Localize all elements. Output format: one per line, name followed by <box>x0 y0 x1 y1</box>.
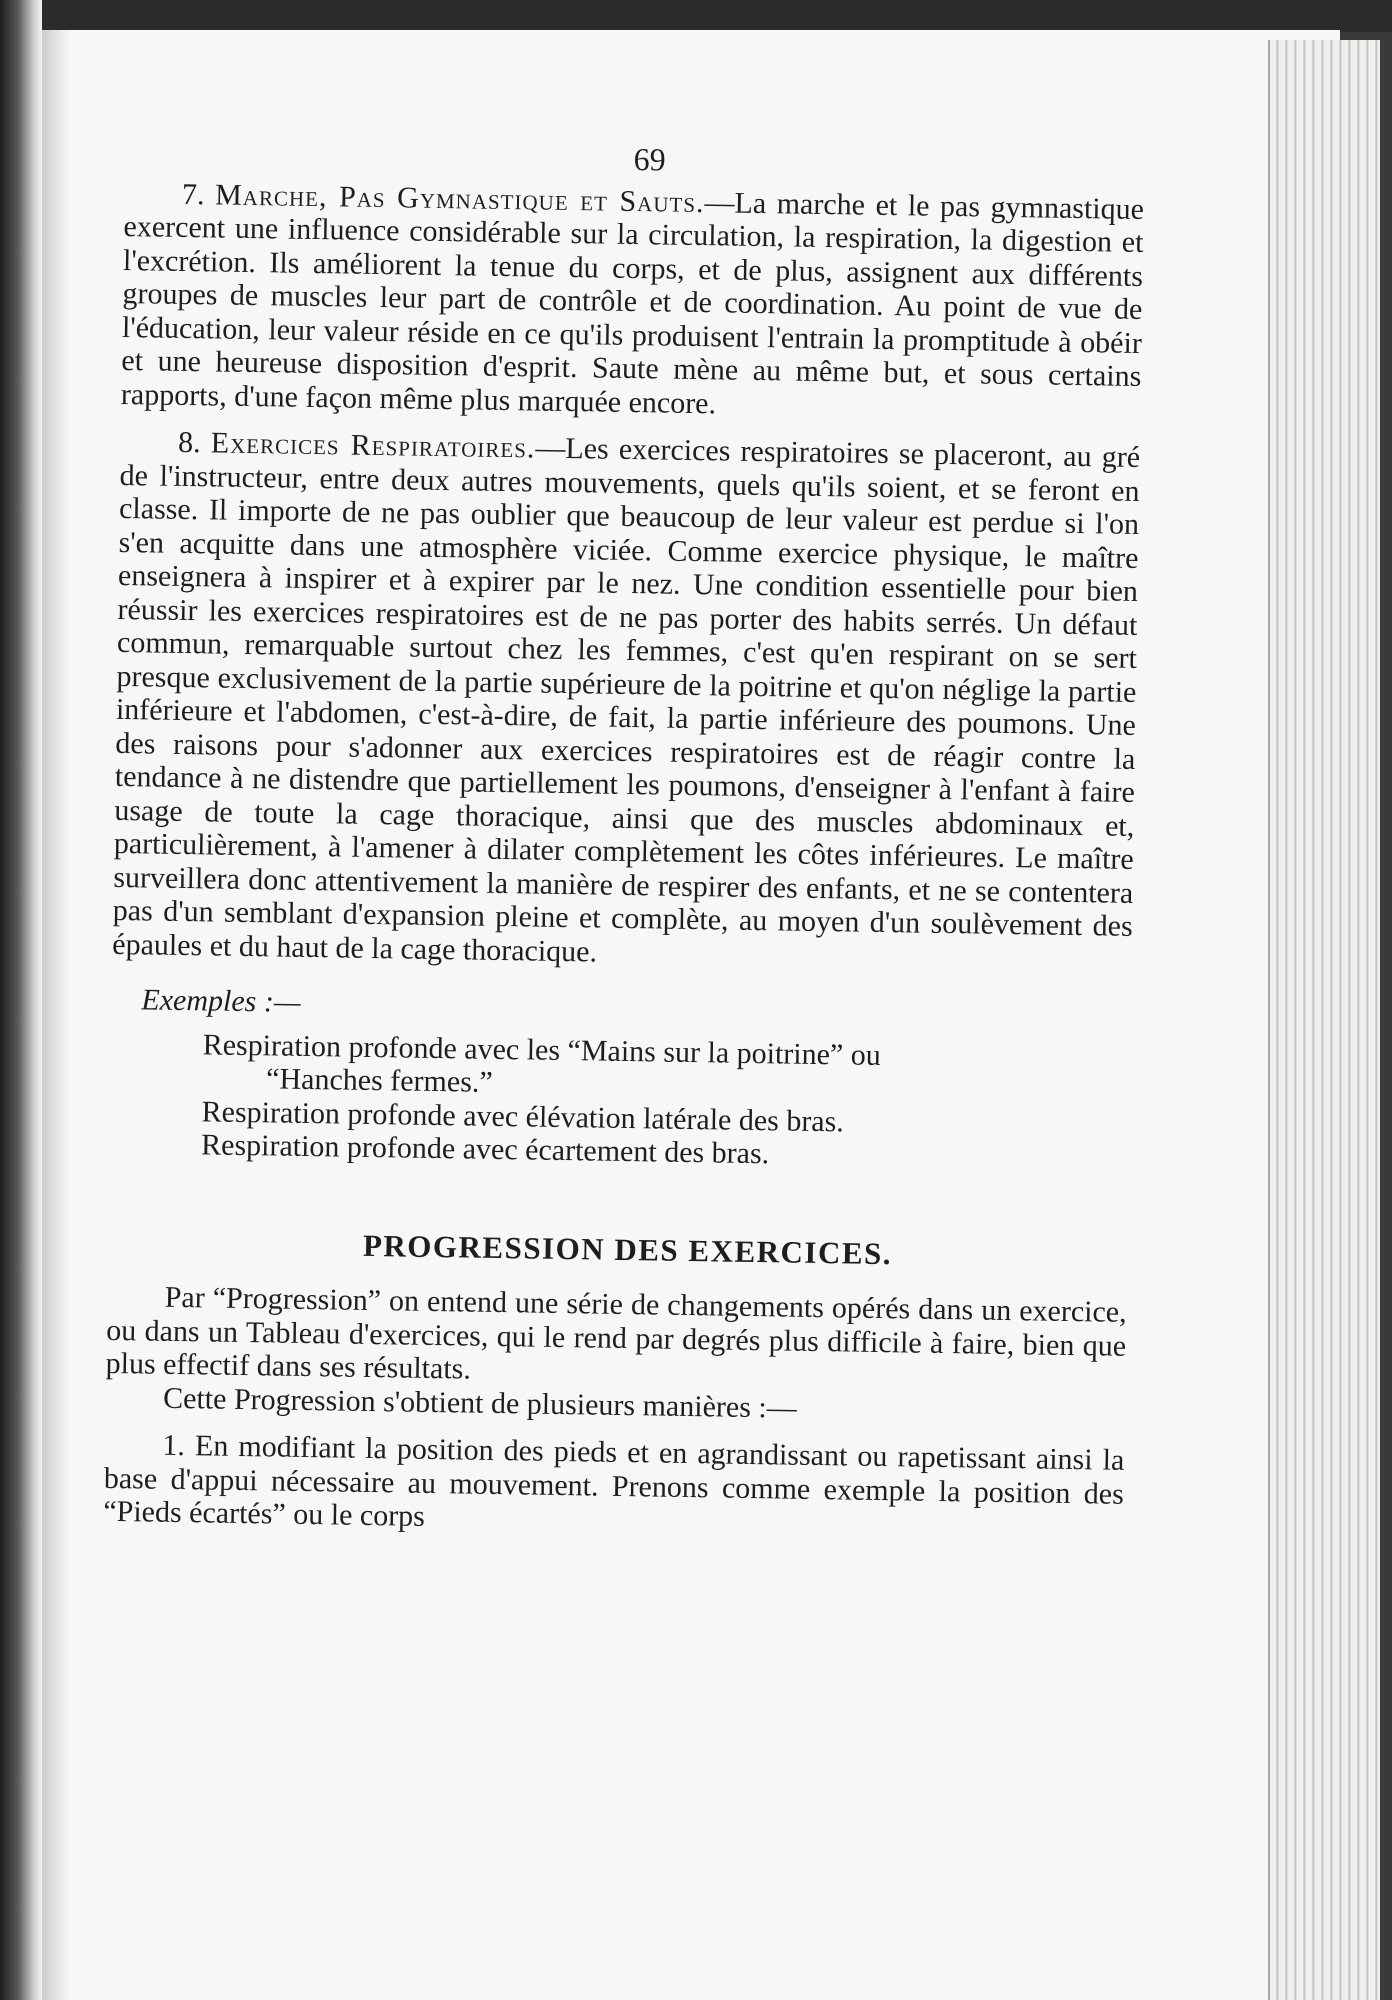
section-7-heading: Marche, Pas Gymnastique et Sauts. <box>214 177 705 219</box>
section-8-text: —Les exercices respiratoires se placeront, au gré de l'instructeur, entre deux autres mouvements, quels qu'ils soient, et se feront en classe. Il importe de ne pas oublier que beaucoup de leur valeur est perdue si l'on s'en acquitte dans une atmosphère viciée. Comme exercice physique, le maître enseignera à inspirer et à expirer par le nez. Une condition essentielle pour bien réussir les exercices respiratoires est de ne pas porter des habits serrés. Un défaut commun, remarquable surtout chez les femmes, c'est qu'en respirant on se sert presque exclusivement de la partie supérieure de la poitrine et qu'on néglige la partie inférieure et l'abdomen, c'est-à-dire, de fait, la partie inférieure des poumons. Une des raisons pour s'adonner aux exercices respiratoires est de réagir contre la tendance à ne distendre que partiellement les poumons, d'enseigner à l'enfant à faire usage de toute la cage thoracique, ainsi que des muscles abdominaux et, particulièrement, à l'amener à dilater complètement les côtes inférieures. Le maître surveillera donc attentivement la manière de respirer des enfants, et ne se contentera pas d'un semblant d'expansion pleine et complète, au moyen d'un soulèvement des épaules et du haut de la cage thoracique. <box>112 431 1141 969</box>
progression-paragraph-2: Cette Progression s'obtient de plusieurs manières :— <box>162 1381 797 1425</box>
page-content <box>103 135 1145 1558</box>
examples-list <box>201 1028 1131 1177</box>
section-8-number: 8. <box>177 425 201 460</box>
section-8-heading: Exercices Respiratoires. <box>210 426 536 465</box>
section-8-paragraph <box>112 425 1140 977</box>
example-line-continued: “Hanches fermes.” <box>265 1062 493 1099</box>
section-7-paragraph <box>121 176 1145 426</box>
scan-border-top <box>0 0 1392 32</box>
progression-paragraph-3: 1. En modifiant la position des pieds et en agrandissant ou rapetissant ainsi la base d'appui nécessaire au mouvement. Prenons comme exemple la position des “Pieds écartés” ou le corps <box>103 1428 1125 1533</box>
progression-paragraph-1: Par “Progression” on entend une série de changements opérés dans un exercice, ou dans un Tableau d'exercices, qui le rend par degrés plus difficile à faire, bien que plus effectif dans ses résultats. <box>105 1280 1127 1386</box>
section-7-text: —La marche et le pas gymnastique exercent une influence considérable sur la circulation, la respiration, la digestion et l'excrétion. Ils améliorent la tenue du corps, et de plus, assignent aux différents groupes de muscles leur part de contrôle et de coordination. Au point de vue de l'éducation, leur valeur réside en ce qu'ils produisent l'entrain la promptitude à obéir et une heureuse disposition d'esprit. Saute mène au même but, et sous certains rapports, d'une façon même plus marquée encore. <box>120 185 1145 420</box>
section-7-number: 7. <box>181 177 205 211</box>
example-line: Respiration profonde avec élévation latérale des bras. <box>201 1094 845 1138</box>
section-title: PROGRESSION DES EXERCICES. <box>362 1227 893 1271</box>
page-edges-stack <box>1268 40 1380 2000</box>
example-line: Respiration profonde avec les “Mains sur la poitrine” ou <box>202 1027 882 1072</box>
example-line: Respiration profonde avec écartement des bras. <box>200 1128 770 1171</box>
left-page-edge <box>0 0 42 2000</box>
gutter-shadow <box>40 30 70 2000</box>
examples-label: Exemples :— <box>141 983 301 1019</box>
page-number: 69 <box>633 140 666 178</box>
